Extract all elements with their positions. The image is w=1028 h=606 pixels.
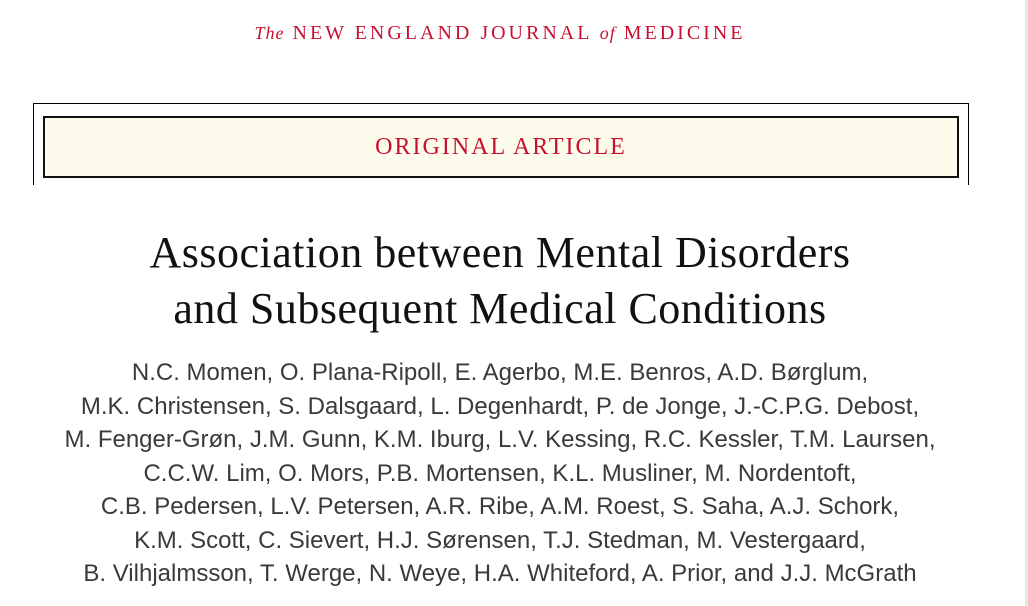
author-line-3: M. Fenger-Grøn, J.M. Gunn, K.M. Iburg, L.V. Kessing, R.C. Kessler, T.M. Laursen,: [64, 426, 936, 453]
journal-the: The: [254, 23, 285, 43]
article-type-banner: [43, 116, 959, 178]
author-line-5: C.B. Pedersen, L.V. Petersen, A.R. Ribe, A.M. Roest, S. Saha, A.J. Schork,: [100, 493, 900, 520]
journal-masthead: [0, 22, 1000, 45]
author-line-7: B. Vilhjalmsson, T. Werge, N. Weye, H.A. Whiteford, A. Prior, and J.J. McGrath: [83, 560, 917, 587]
journal-of: of: [599, 23, 616, 43]
journal-name-part1: NEW ENGLAND JOURNAL: [292, 22, 592, 44]
author-line-6: K.M. Scott, C. Sievert, H.J. Sørensen, T.J. Stedman, M. Vestergaard,: [134, 526, 866, 554]
author-line-2: M.K. Christensen, S. Dalsgaard, L. Degenhardt, P. de Jonge, J.-C.P.G. Debost,: [80, 392, 920, 420]
title-line-1: Association between Mental Disorders: [149, 228, 851, 277]
article-type-label: ORIGINAL ARTICLE: [375, 133, 627, 160]
author-line-1: N.C. Momen, O. Plana-Ripoll, E. Agerbo, M.E. Benros, A.D. Børglum,: [131, 359, 869, 386]
journal-name-part2: MEDICINE: [623, 22, 746, 44]
author-line-4: C.C.W. Lim, O. Mors, P.B. Mortensen, K.L. Musliner, M. Nordentoft,: [143, 459, 857, 487]
author-list: [0, 356, 1000, 591]
title-line-2: and Subsequent Medical Conditions: [173, 284, 827, 333]
article-title: [0, 225, 1000, 337]
